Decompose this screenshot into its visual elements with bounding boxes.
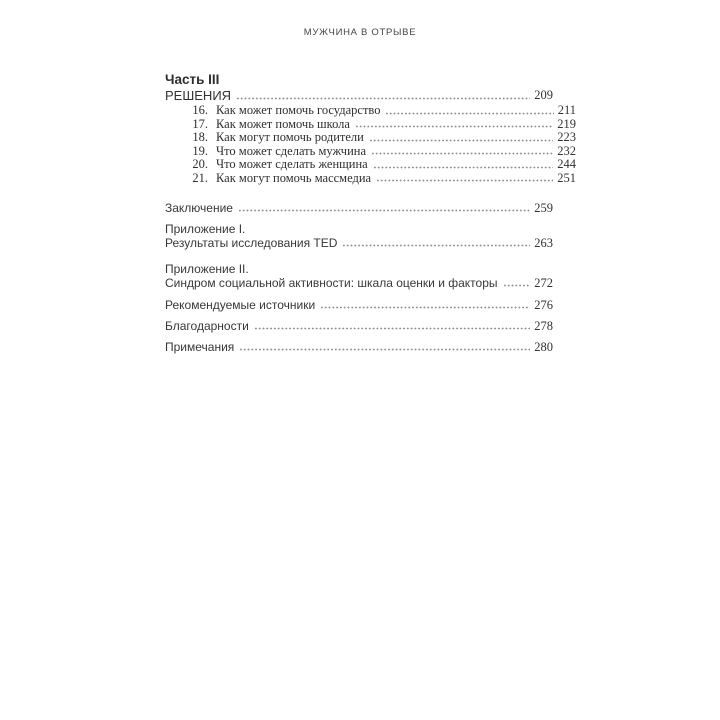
dot-leader	[355, 125, 553, 128]
section-title: Примечания	[165, 340, 235, 354]
dot-leader	[342, 244, 530, 247]
page-number: 276	[534, 298, 553, 312]
page-number: 219	[557, 116, 576, 131]
page-number: 251	[557, 170, 576, 185]
page-number: 232	[557, 143, 576, 158]
toc-chapter-row	[165, 131, 576, 145]
dot-leader	[369, 139, 553, 142]
toc-chapter-row	[165, 145, 576, 159]
toc-section-row	[165, 276, 553, 290]
dot-leader	[373, 166, 554, 169]
toc-chapter-row	[165, 172, 576, 186]
chapter-title: Как могут помочь массмедиа	[216, 170, 372, 185]
toc-chapter-row	[165, 118, 576, 132]
toc-section-row	[165, 340, 553, 354]
section-title-line1: Приложение I.	[165, 222, 246, 236]
toc-part-row	[165, 87, 553, 104]
page-number: 223	[557, 130, 576, 144]
dot-leader	[254, 327, 530, 330]
dot-leader	[320, 306, 530, 309]
table-of-contents	[165, 72, 576, 354]
chapter-number: 17.	[192, 116, 208, 131]
toc-section-row	[165, 236, 553, 250]
dot-leader	[238, 209, 530, 212]
chapter-number: 18.	[192, 130, 208, 144]
section-title-line2: Результаты исследования TED	[165, 236, 338, 250]
chapter-number: 16.	[192, 103, 208, 117]
chapter-number: 20.	[192, 157, 208, 171]
toc-chapter-row	[165, 158, 576, 172]
dot-leader	[236, 97, 530, 100]
dot-leader	[376, 179, 553, 182]
toc-section-block	[165, 222, 553, 250]
chapter-title: Что может сделать мужчина	[216, 143, 366, 158]
page-number: 259	[534, 201, 553, 215]
dot-leader	[503, 284, 531, 287]
section-title-line1: Приложение II.	[165, 262, 249, 276]
page-number: 263	[534, 236, 553, 250]
section-title: Рекомендуемые источники	[165, 298, 316, 312]
page-number: 272	[534, 276, 553, 290]
toc-section-block	[165, 262, 553, 290]
dot-leader	[239, 348, 530, 351]
chapter-title: Что может сделать женщина	[216, 157, 368, 171]
section-title: Благодарности	[165, 319, 249, 333]
chapter-title: Как может помочь государство	[216, 103, 381, 117]
toc-chapter-row	[165, 104, 576, 118]
toc-section-row	[165, 319, 553, 333]
part-label: Часть III	[165, 72, 220, 87]
page-number: 209	[534, 88, 553, 102]
running-head: МУЖЧИНА В ОТРЫВЕ	[303, 27, 417, 38]
toc-section-row	[165, 201, 553, 215]
chapter-title: Как могут помочь родители	[216, 130, 364, 144]
toc-section-row	[165, 298, 553, 312]
chapter-title: Как может помочь школа	[216, 116, 350, 131]
dot-leader	[371, 152, 553, 155]
part-title: РЕШЕНИЯ	[165, 88, 232, 103]
page-number: 211	[557, 103, 576, 117]
chapter-number: 19.	[192, 143, 208, 158]
page-number: 244	[557, 157, 576, 171]
section-title: Заключение	[165, 201, 233, 215]
page-number: 278	[534, 319, 553, 333]
section-title-line2: Синдром социальной активности: шкала оценки и факторы	[165, 276, 498, 290]
page-number: 280	[534, 340, 553, 354]
chapter-number: 21.	[192, 170, 208, 185]
dot-leader	[385, 112, 553, 115]
